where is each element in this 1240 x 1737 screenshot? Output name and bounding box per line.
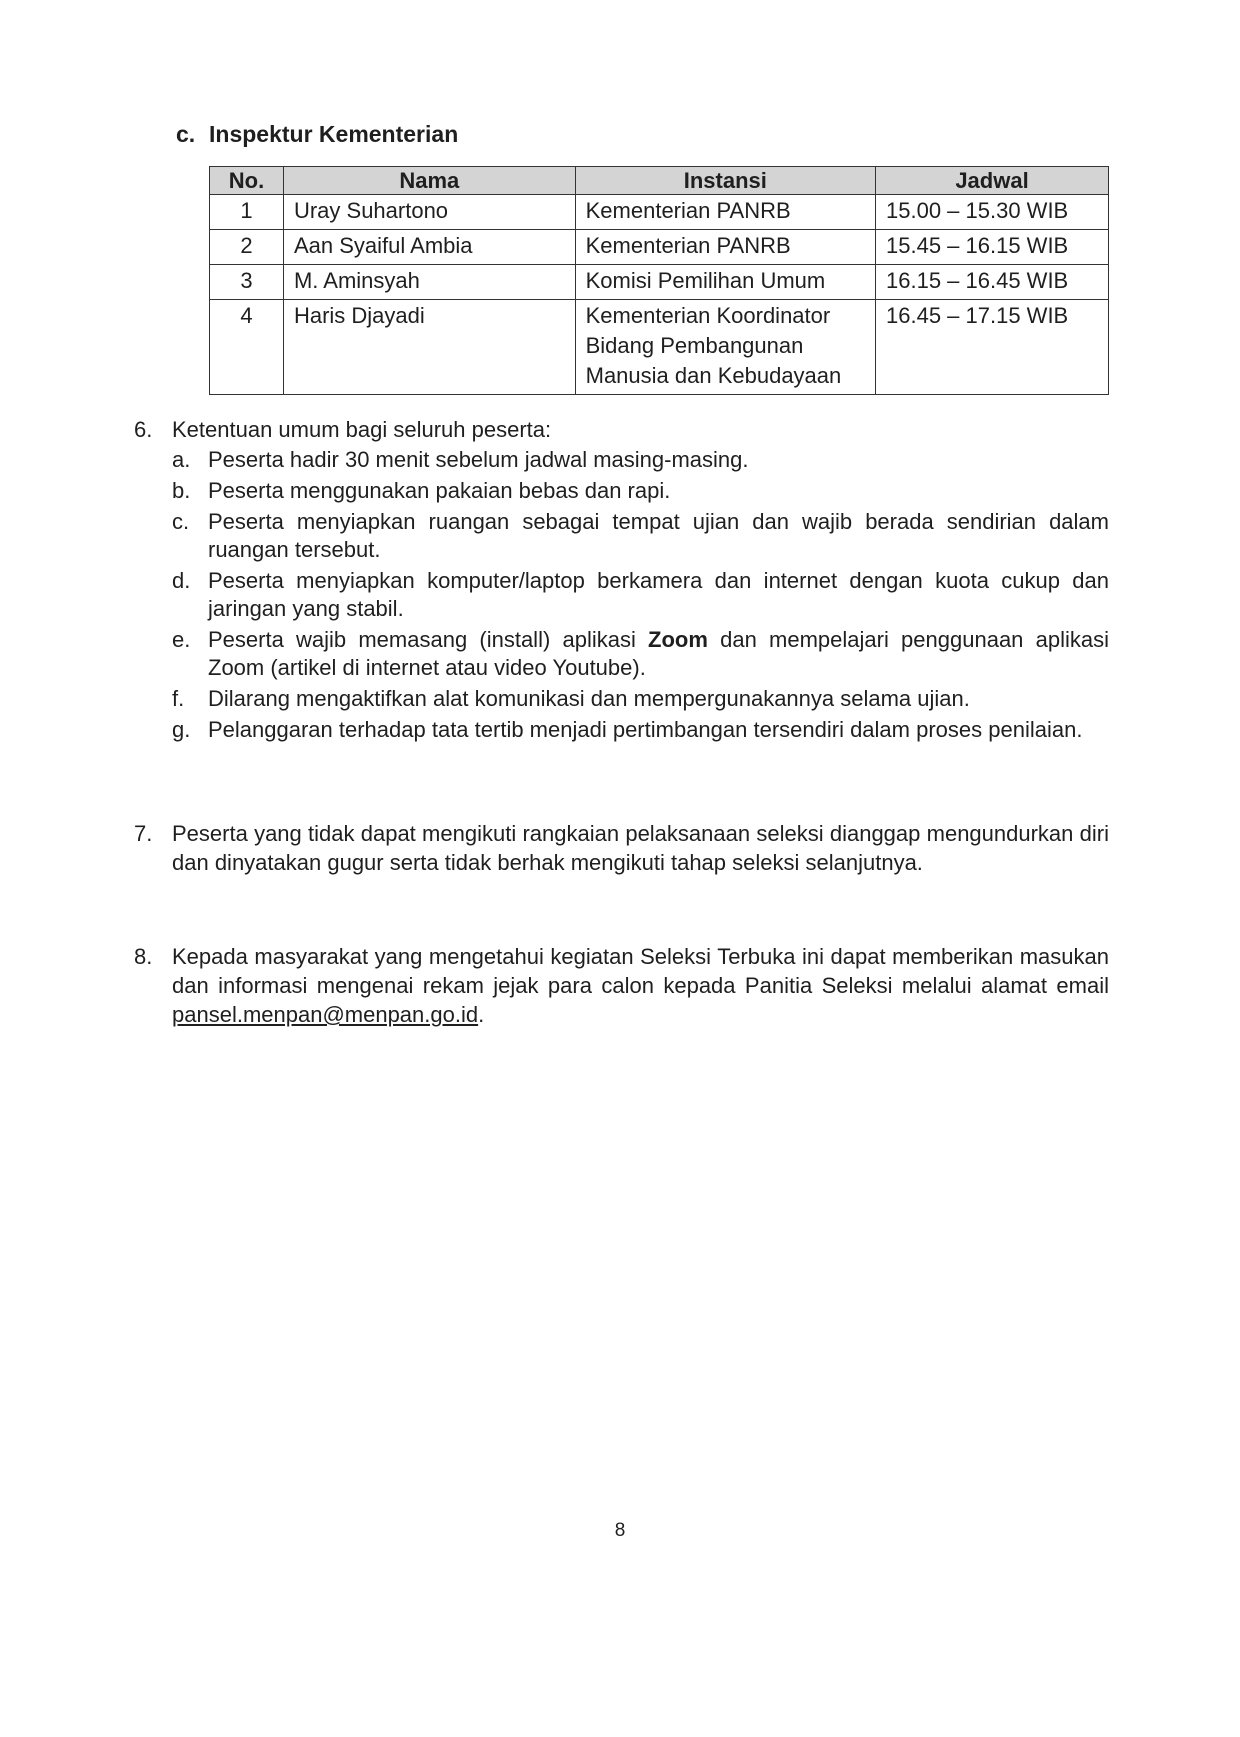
section-title: Inspektur Kementerian [209,121,459,147]
clause-text-end: . [478,1002,485,1027]
list-text [208,627,1109,680]
instansi-line: Manusia dan Kebudayaan [585,363,842,388]
list-text: Peserta menyiapkan komputer/laptop berkamera dan internet dengan kuota cukup dan jaringan yang stabil. [208,568,1109,621]
cell-nama: Haris Djayadi [283,300,575,395]
list-letter: e. [172,627,191,652]
table-row [210,195,1109,230]
list-text: Pelanggaran terhadap tata tertib menjadi pertimbangan tersendiri dalam proses penilaian. [208,717,1083,742]
table-header-row [210,167,1109,195]
cell-instansi [575,300,875,395]
cell-no: 4 [210,300,284,395]
cell-jadwal: 15.45 – 16.15 WIB [876,230,1109,265]
zoom-app-name: Zoom [648,627,708,652]
list-text-after: dan mempelajari penggunaan aplikasi Zoom (artikel di internet atau video Youtube). [208,627,1109,680]
list-letter: g. [172,717,191,742]
list-item [172,626,1109,682]
page-number: 8 [614,1520,626,1541]
general-rules-intro: Ketentuan umum bagi seluruh peserta: [172,417,552,442]
list-letter: d. [172,568,191,593]
list-text: Peserta menggunakan pakaian bebas dan rapi. [208,478,671,503]
list-text-before: Peserta wajib memasang (install) aplikasi [208,627,649,652]
public-input-clause [134,942,1109,1029]
cell-instansi [575,265,875,300]
item-number: 8. [134,944,153,969]
list-letter: f. [172,686,185,711]
instansi-line: Kementerian PANRB [585,198,791,223]
cell-jadwal: 16.15 – 16.45 WIB [876,265,1109,300]
cell-jadwal: 16.45 – 17.15 WIB [876,300,1109,395]
cell-nama: Uray Suhartono [283,195,575,230]
list-item [172,477,1109,505]
table-row [210,300,1109,395]
list-item [172,716,1109,744]
cell-instansi [575,195,875,230]
cell-no: 3 [210,265,284,300]
schedule-table [209,166,1109,395]
cell-nama: M. Aminsyah [283,265,575,300]
clause-text [172,942,1109,1029]
item-number: 6. [134,417,153,442]
instansi-line: Kementerian PANRB [585,233,791,258]
list-letter: a. [172,447,191,472]
list-item [172,446,1109,474]
instansi-line: Bidang Pembangunan [585,333,804,358]
list-letter: c. [172,509,190,534]
section-letter: c. [176,121,196,147]
cell-no: 1 [210,195,284,230]
list-item [172,567,1109,623]
cell-jadwal: 15.00 – 15.30 WIB [876,195,1109,230]
header-no: No. [210,167,284,195]
table-row [210,265,1109,300]
instansi-line: Komisi Pemilihan Umum [585,268,826,293]
list-text: Peserta menyiapkan ruangan sebagai tempat ujian dan wajib berada sendirian dalam ruangan tersebut. [208,509,1109,562]
header-jadwal: Jadwal [876,167,1109,195]
clause-text-main: Kepada masyarakat yang mengetahui kegiatan Seleksi Terbuka ini dapat memberikan masukan dan informasi mengenai rekam jejak para calon kepada Panitia Seleksi melalui alamat email [172,944,1109,998]
table-row [210,230,1109,265]
general-rules-section [134,415,1109,747]
section-heading [176,121,458,148]
rules-list [172,446,1109,744]
withdrawal-clause [134,819,1109,877]
instansi-line: Kementerian Koordinator [585,303,831,328]
list-text: Peserta hadir 30 menit sebelum jadwal masing-masing. [208,447,749,472]
list-text: Dilarang mengaktifkan alat komunikasi dan mempergunakannya selama ujian. [208,686,970,711]
header-nama: Nama [283,167,575,195]
clause-text: Peserta yang tidak dapat mengikuti rangkaian pelaksanaan seleksi dianggap mengundurkan diri dan dinyatakan gugur serta tidak berhak mengikuti tahap seleksi selanjutnya. [172,821,1109,875]
list-item [172,685,1109,713]
email-link[interactable]: pansel.menpan@menpan.go.id [172,1002,479,1027]
header-instansi: Instansi [575,167,875,195]
cell-nama: Aan Syaiful Ambia [283,230,575,265]
list-letter: b. [172,478,191,503]
list-item [172,508,1109,564]
cell-no: 2 [210,230,284,265]
item-number: 7. [134,821,153,846]
cell-instansi [575,230,875,265]
